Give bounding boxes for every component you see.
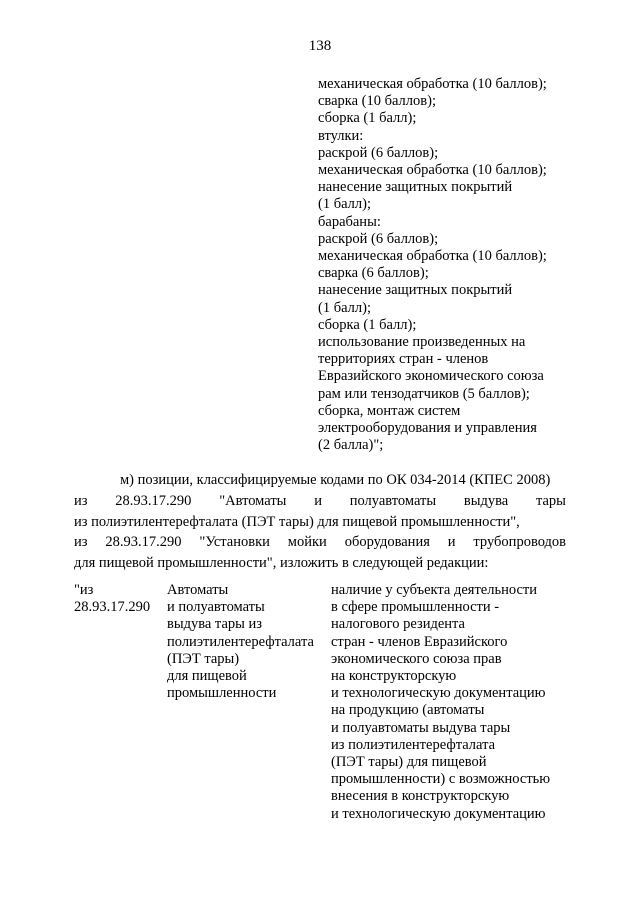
condition-line: экономического союза прав	[331, 650, 502, 667]
criteria-line: рам или тензодатчиков (5 баллов);	[318, 385, 530, 402]
product-name-line: полиэтилентерефталата	[167, 633, 314, 650]
product-name-line: промышленности	[167, 685, 277, 702]
criteria-line: механическая обработка (10 баллов);	[318, 248, 547, 265]
condition-line: в сфере промышленности -	[331, 599, 500, 616]
table-cell-product-name	[167, 582, 327, 702]
criteria-line: (1 балл);	[318, 196, 371, 213]
paragraph-m	[74, 470, 566, 574]
code-line: 28.93.17.290	[74, 599, 151, 616]
page-number: 138	[308, 38, 332, 54]
paragraph-word: и	[447, 534, 456, 551]
paragraph-word: 28.93.17.290	[115, 492, 192, 509]
paragraph-word: "Автоматы	[219, 492, 287, 509]
criteria-line: Евразийского экономического союза	[318, 368, 544, 385]
product-name-line: для пищевой	[167, 668, 247, 685]
criteria-line: механическая обработка (10 баллов);	[318, 76, 547, 92]
criteria-line: сборка (1 балл);	[318, 110, 417, 127]
criteria-line: раскрой (6 баллов);	[318, 144, 439, 161]
criteria-line: нанесение защитных покрытий	[318, 179, 513, 196]
condition-line: наличие у субъекта деятельности	[331, 582, 537, 598]
criteria-line: сборка, монтаж систем	[318, 402, 461, 419]
table-cell-condition	[331, 582, 591, 823]
paragraph-line: м) позиции, классифицируемые кодами по ОК 034-2014 (КПЕС 2008)	[120, 472, 551, 488]
condition-line: (ПЭТ тары) для пищевой	[331, 754, 487, 771]
condition-line: и полуавтоматы выдува тары	[331, 719, 511, 736]
paragraph-word: из	[74, 492, 88, 509]
product-name-line: выдува тары из	[167, 616, 262, 633]
criteria-line: территориях стран - членов	[318, 351, 489, 368]
paragraph-word: 28.93.17.290	[105, 534, 182, 551]
paragraph-line-justified	[74, 491, 566, 512]
paragraph-word: и	[314, 492, 322, 509]
criteria-line: механическая обработка (10 баллов);	[318, 162, 547, 179]
criteria-line: электрооборудования и управления	[318, 420, 537, 437]
condition-line: и технологическую документацию	[331, 685, 546, 702]
paragraph-line: для пищевой промышленности", изложить в следующей редакции:	[74, 555, 489, 572]
paragraph-word: оборудования	[344, 534, 430, 551]
criteria-line: (1 балл);	[318, 299, 371, 316]
product-name-line: Автоматы	[167, 582, 229, 598]
condition-line: и технологическую документацию	[331, 805, 546, 822]
criteria-line: сварка (6 баллов);	[318, 265, 429, 282]
product-name-line: и полуавтоматы	[167, 599, 265, 616]
condition-line: стран - членов Евразийского	[331, 633, 508, 650]
condition-line: из полиэтилентерефталата	[331, 736, 496, 753]
criteria-line: нанесение защитных покрытий	[318, 282, 513, 299]
paragraph-word: "Установки	[199, 534, 270, 551]
continuation-criteria-list	[318, 76, 618, 454]
criteria-line: (2 балла)";	[318, 437, 384, 454]
paragraph-line: из полиэтилентерефталата (ПЭТ тары) для пищевой промышленности",	[74, 513, 520, 530]
condition-line: на продукцию (автоматы	[331, 702, 485, 719]
condition-line: на конструкторскую	[331, 668, 457, 685]
condition-line: промышленности) с возможностью	[331, 771, 551, 788]
table-cell-code	[74, 582, 164, 616]
criteria-line: барабаны:	[318, 213, 381, 230]
criteria-line: использование произведенных на	[318, 334, 526, 351]
paragraph-word: тары	[535, 492, 566, 509]
condition-line: налогового резидента	[331, 616, 465, 633]
product-name-line: (ПЭТ тары)	[167, 650, 240, 667]
paragraph-word: мойки	[287, 534, 327, 551]
criteria-line: втулки:	[318, 127, 364, 144]
code-line: "из	[74, 582, 94, 598]
paragraph-word: из	[74, 534, 88, 551]
criteria-line: раскрой (6 баллов);	[318, 230, 439, 247]
paragraph-word: трубопроводов	[473, 534, 566, 551]
criteria-line: сборка (1 балл);	[318, 316, 417, 333]
paragraph-line-justified	[74, 532, 566, 553]
condition-line: внесения в конструкторскую	[331, 788, 510, 805]
paragraph-word: полуавтоматы	[349, 492, 437, 509]
paragraph-word: выдува	[463, 492, 509, 509]
criteria-line: сварка (10 баллов);	[318, 93, 436, 110]
